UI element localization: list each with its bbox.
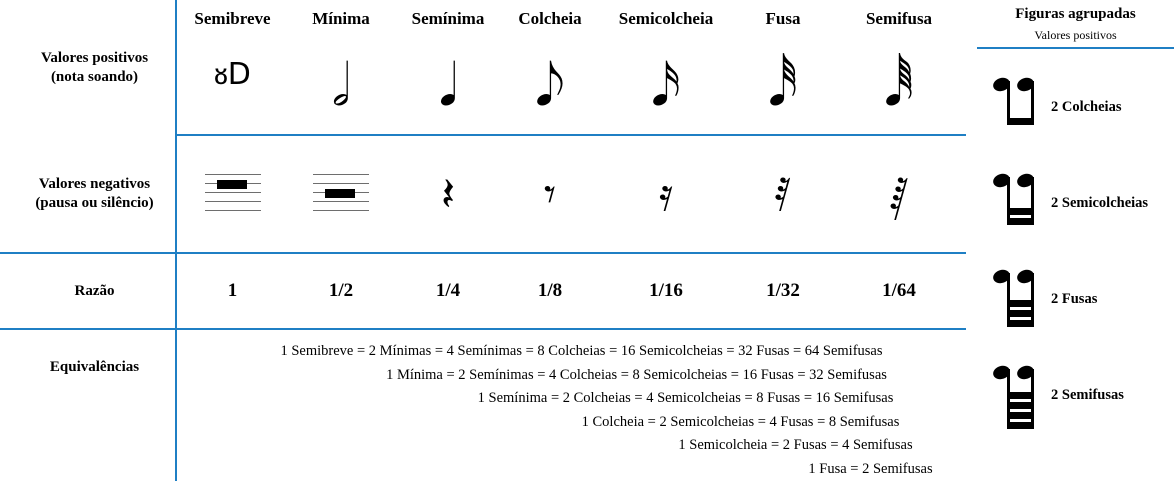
semifusa-rest-icon: 𝅁: [889, 167, 909, 222]
group-label-semifusas: 2 Semifusas: [1051, 386, 1124, 403]
semicolcheia-rest-icon: 𝄿: [658, 167, 674, 222]
column-header-semicolcheia: Semicolcheia: [618, 9, 714, 29]
group-label-fusas: 2 Fusas: [1051, 290, 1098, 307]
beamed-pair-semicolcheias-icon: [993, 174, 1039, 232]
row-negative-values: [0, 135, 966, 253]
note-semifusa: [832, 31, 966, 135]
equivalences-block: [176, 329, 966, 481]
group-item-colcheias: [975, 59, 1176, 155]
ratio-colcheia: 1/8: [502, 253, 598, 329]
beamed-pair-fusas-icon: [993, 270, 1039, 328]
row-label-positive: [0, 0, 176, 135]
rest-semicolcheia: [598, 135, 734, 253]
rest-colcheia: [502, 135, 598, 253]
row-equivalences: [0, 329, 966, 481]
rest-semifusa: [832, 135, 966, 253]
ratio-fusa: 1/32: [734, 253, 832, 329]
group-label-colcheias: 2 Colcheias: [1051, 98, 1122, 115]
row-label-negative-line2: (pausa ou silêncio): [35, 194, 154, 211]
fusa-rest-icon: 𝅀: [774, 167, 792, 222]
note-colcheia: [502, 31, 598, 135]
semibreve-note-icon: ᴕD: [214, 56, 251, 92]
colcheia-note-icon: 𝅘𝅥𝅮: [535, 50, 565, 119]
ratio-seminima: 1/4: [394, 253, 502, 329]
row-label-positive-line1: Valores positivos: [40, 49, 149, 66]
equivalence-line-5: 1 Semicolcheia = 2 Fusas = 4 Semifusas: [678, 437, 913, 454]
row-label-negative-line1: Valores negativos: [38, 175, 151, 192]
grouped-figures-subtitle: Valores positivos: [1034, 28, 1117, 42]
seminima-note-icon: 𝅘𝅥: [438, 50, 458, 119]
note-semibreve: [176, 31, 288, 135]
column-header-fusa: Fusa: [765, 9, 801, 29]
column-header-colcheia: Colcheia: [518, 9, 582, 29]
beamed-pair-semifusas-icon: [993, 366, 1039, 424]
group-item-semifusas: [975, 347, 1176, 443]
grouped-figures-divider: [977, 47, 1174, 49]
column-header-semifusa: Semifusa: [865, 9, 933, 29]
beamed-pair-colcheias-icon: [993, 78, 1039, 136]
ratio-minima: 1/2: [288, 253, 394, 329]
ratio-semibreve: 1: [176, 253, 288, 329]
row-ratio: [0, 253, 966, 329]
note-fusa: [734, 31, 832, 135]
semifusa-note-icon: 𝅘𝅥𝅱: [884, 50, 914, 119]
row-label-ratio: Razão: [0, 253, 176, 329]
semicolcheia-note-icon: 𝅘𝅥𝅯: [651, 50, 681, 119]
row-label-negative: [0, 135, 176, 253]
rest-semibreve: [176, 135, 288, 253]
rest-fusa: [734, 135, 832, 253]
grouped-figures-title: Figuras agrupadas: [1015, 6, 1136, 22]
group-item-fusas: [975, 251, 1176, 347]
group-label-semicolcheias: 2 Semicolcheias: [1051, 194, 1149, 211]
rest-minima: [288, 135, 394, 253]
equivalence-line-1: 1 Semibreve = 2 Mínimas = 4 Semínimas = 8 Colcheias = 16 Semicolcheias = 32 Fusas = 64 Semifusas: [280, 343, 883, 360]
minima-rest-icon: [313, 170, 369, 216]
group-item-semicolcheias: [975, 155, 1176, 251]
ratio-semicolcheia: 1/16: [598, 253, 734, 329]
fusa-note-icon: 𝅘𝅥𝅰: [768, 50, 798, 119]
equivalence-line-2: 1 Mínima = 2 Semínimas = 4 Colcheias = 8 Semicolcheias = 16 Fusas = 32 Semifusas: [386, 366, 887, 383]
header-row: [0, 0, 966, 31]
ratio-semifusa: 1/64: [832, 253, 966, 329]
equivalence-line-3: 1 Semínima = 2 Colcheias = 4 Semicolcheias = 8 Fusas = 16 Semifusas: [477, 390, 894, 407]
note-minima: [288, 31, 394, 135]
note-semicolcheia: [598, 31, 734, 135]
equivalences-list: [177, 340, 966, 481]
row-label-positive-line2: (nota soando): [50, 68, 139, 85]
semibreve-rest-icon: [205, 170, 261, 216]
column-header-seminima: Semínima: [411, 9, 485, 29]
equivalence-line-4: 1 Colcheia = 2 Semicolcheias = 4 Fusas = 8 Semifusas: [581, 413, 900, 430]
seminima-rest-icon: 𝄽: [440, 167, 456, 222]
colcheia-rest-icon: 𝄾: [543, 167, 557, 222]
rest-seminima: [394, 135, 502, 253]
column-header-semibreve: Semibreve: [194, 9, 271, 29]
grouped-figures-panel: [975, 0, 1176, 481]
note-seminima: [394, 31, 502, 135]
row-label-equivalences: Equivalências: [0, 329, 176, 481]
minima-note-icon: 𝅗𝅥: [331, 50, 351, 119]
equivalence-line-6: 1 Fusa = 2 Semifusas: [808, 460, 933, 477]
column-header-minima: Mínima: [312, 9, 370, 29]
